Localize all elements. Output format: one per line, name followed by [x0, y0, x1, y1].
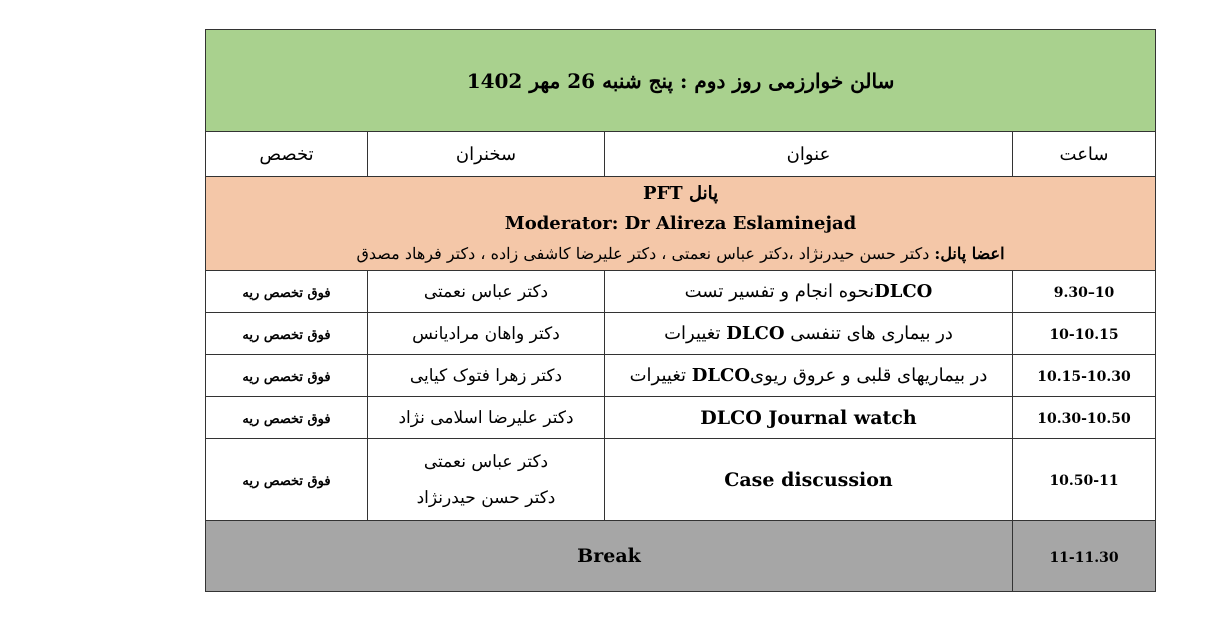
- panel-row: [206, 177, 1156, 271]
- header-time: [1013, 132, 1156, 177]
- time-cell: [1013, 397, 1156, 439]
- topic-bold: DLCO: [726, 323, 785, 344]
- title-row: [206, 30, 1156, 132]
- time-cell: [1013, 271, 1156, 313]
- speaker-cell: [368, 439, 605, 521]
- table-row: [206, 313, 1156, 355]
- panel-members: [206, 239, 1155, 269]
- topic-part: تغییرات: [629, 365, 692, 386]
- topic-cell: [605, 355, 1013, 397]
- panel-members-list: دکتر حسن حیدرنژاد ،دکتر عباس نعمتی ، دکتر علیرضا کاشفی زاده ، دکتر فرهاد مصدق: [356, 243, 935, 263]
- specialty-cell: [206, 439, 368, 521]
- time-cell: [1013, 521, 1156, 592]
- schedule-table-wrapper: [205, 29, 1155, 593]
- header-time-label: ساعت: [1059, 143, 1109, 165]
- panel-moderator: Moderator: Dr Alireza Eslaminejad: [504, 212, 857, 234]
- header-speaker-label: سخنران: [455, 143, 517, 165]
- topic-cell: [605, 313, 1013, 355]
- time-cell: [1013, 313, 1156, 355]
- title-cell: [206, 30, 1156, 132]
- header-topic: [605, 132, 1013, 177]
- specialty-text: فوق تخصص ریه: [242, 328, 331, 343]
- header-specialty: [206, 132, 368, 177]
- topic-part: تغییرات: [664, 323, 727, 344]
- topic-bold: DLCO: [874, 281, 933, 302]
- specialty-cell: [206, 397, 368, 439]
- time-cell: [1013, 439, 1156, 521]
- header-topic-label: عنوان: [786, 143, 831, 165]
- time-cell: [1013, 355, 1156, 397]
- table-row: [206, 355, 1156, 397]
- schedule-table: [205, 29, 1156, 592]
- speaker-text: دکتر عباس نعمتی: [423, 451, 549, 472]
- table-row: [206, 397, 1156, 439]
- topic-text: Case discussion: [724, 468, 893, 491]
- time-text: 10-10.15: [1049, 327, 1119, 343]
- header-row: [206, 132, 1156, 177]
- time-text: 11-11.30: [1049, 549, 1119, 566]
- topic-part: در بیماریهای قلبی و عروق ریوی: [750, 365, 988, 386]
- panel-members-label: اعضا پانل:: [934, 243, 1005, 263]
- speaker-cell: [368, 271, 605, 313]
- table-row: [206, 271, 1156, 313]
- time-text: 9.30–10: [1053, 285, 1115, 301]
- topic-part: نحوه انجام و تفسیر تست: [684, 281, 875, 302]
- panel-title: پانل PFT: [642, 182, 719, 204]
- header-specialty-label: تخصص: [259, 143, 314, 165]
- topic-text: [630, 365, 988, 386]
- page-title: سالن خوارزمی روز دوم : پنج شنبه 26 مهر 1402: [466, 68, 895, 93]
- time-text: 10.30-10.50: [1037, 411, 1131, 427]
- header-speaker: [368, 132, 605, 177]
- topic-cell: [605, 271, 1013, 313]
- break-label: Break: [577, 545, 641, 567]
- case-row: [206, 439, 1156, 521]
- specialty-cell: [206, 313, 368, 355]
- topic-part: در بیماری های تنفسی: [784, 323, 953, 344]
- break-cell: [206, 521, 1013, 592]
- speaker-text: دکتر واهان مرادیانس: [412, 323, 560, 344]
- speaker-text: دکتر حسن حیدرنژاد: [416, 487, 556, 508]
- topic-cell: [605, 397, 1013, 439]
- speaker-cell: [368, 397, 605, 439]
- speaker-text: دکتر عباس نعمتی: [423, 281, 549, 302]
- specialty-cell: [206, 355, 368, 397]
- topic-cell: [605, 439, 1013, 521]
- break-row: [206, 521, 1156, 592]
- topic-bold: DLCO: [691, 365, 751, 386]
- time-text: 10.50-11: [1049, 473, 1119, 489]
- specialty-text: فوق تخصص ریه: [242, 412, 331, 427]
- specialty-cell: [206, 271, 368, 313]
- topic-text: [664, 323, 953, 344]
- specialty-text: فوق تخصص ریه: [242, 286, 331, 301]
- speaker-text: دکتر علیرضا اسلامی نژاد: [398, 407, 574, 428]
- specialty-text: فوق تخصص ریه: [242, 370, 331, 385]
- panel-cell: [206, 177, 1156, 271]
- topic-text: DLCO Journal watch: [700, 406, 917, 429]
- time-text: 10.15-10.30: [1037, 369, 1131, 385]
- topic-text: [685, 281, 933, 302]
- speaker-cell: [368, 313, 605, 355]
- specialty-text: فوق تخصص ریه: [242, 474, 331, 489]
- speaker-text: دکتر زهرا فتوک کیایی: [409, 365, 563, 386]
- speaker-cell: [368, 355, 605, 397]
